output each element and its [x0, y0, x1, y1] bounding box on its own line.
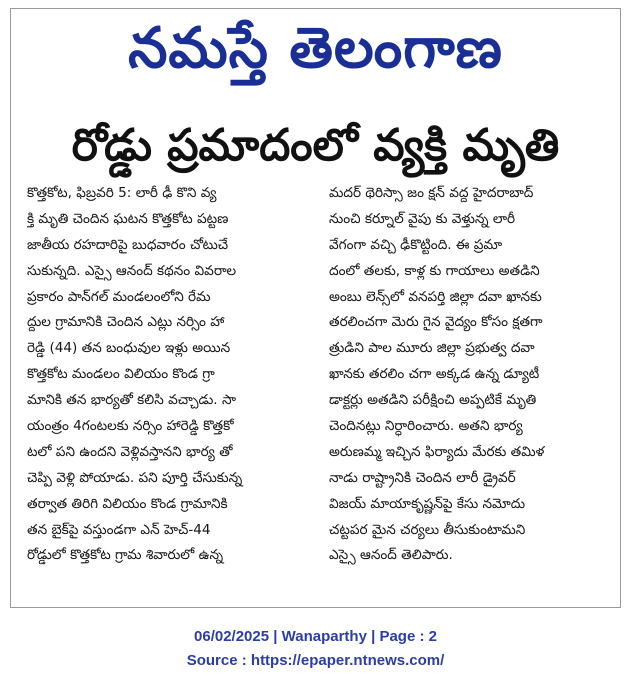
article-line: రోడ్డులో కొత్తకోట గ్రామ శివారులో ఉన్న: [27, 547, 224, 564]
article-line: కొత్తకోట మండలం విలియం కొండ గ్రా: [27, 366, 215, 383]
article-line: విజయ్ మాయాకృష్ణన్‌పై కేసు నమోదు: [329, 495, 526, 512]
article-line: సుకున్నది. ఎస్సై ఆనంద్ కథనం వివరాల: [27, 262, 237, 279]
article-line: చట్టపర మైన చర్యలు తీసుకుంటామని: [329, 521, 526, 538]
article-line: మదర్ థెరిస్సా జం క్షన్ వద్ద హైదరాబాద్: [329, 185, 534, 201]
publication-date-line: 06/02/2025 | Wanaparthy | Page : 2: [194, 628, 437, 645]
article-line: దంలో తలకు, కాళ్ల కు గాయాలు అతడిని: [329, 262, 540, 279]
article-line: అంబు లెన్స్‌లో వనపర్తి జిల్లా దవా ఖానకు: [329, 288, 542, 305]
article-line: తరలించగా మెరు గైన వైద్యం కోసం క్షతగా: [329, 314, 543, 331]
article-line: కొత్తకోట, ఫిబ్రవరి 5: లారీ ఢీ కొని వ్య: [27, 185, 217, 201]
article-column-right: [329, 181, 599, 569]
article-line: నాడు రాష్ట్రానికి చెందిన లారీ డ్రైవర్: [329, 469, 516, 486]
article-line: వేగంగా వచ్చి ఢీకొట్టింది. ఈ ప్రమా: [329, 236, 503, 253]
article-line: రెడ్డి (44) తన బంధువుల ఇళ్లు అయిన: [27, 340, 231, 357]
article-line: నుంచి కర్నూల్ వైపు కు వెళ్తున్న లారీ: [329, 210, 516, 227]
article-line: ఖానకు తరలిం చగా అక్కడ ఉన్న డ్యూటీ: [329, 366, 540, 383]
source-url-line: Source : https://epaper.ntnews.com/: [186, 652, 445, 669]
article-line: చెప్పి వెళ్లి పోయాడు. పని పూర్తి చేసుకున్న: [27, 469, 243, 486]
article-line: జాతీయ రహదారిపై బుధవారం చోటుచే: [27, 236, 229, 253]
article-line: క్తి మృతి చెందిన ఘటన కొత్తకోట పట్టణ: [27, 210, 229, 227]
article-line: అరుణమ్మ ఇచ్చిన ఫిర్యాదు మేరకు తమిళ: [329, 443, 545, 460]
article-line: ఎస్సై ఆనంద్ తెలిపారు.: [329, 547, 453, 564]
newspaper-masthead: నమస్తే తెలంగాణ: [128, 16, 503, 81]
article-line: యంత్రం 4గంటలకు నర్సిం హారెడ్డి కొత్తకో: [27, 418, 234, 435]
article-headline: రోడ్డు ప్రమాదంలో వ్యక్తి మృతి: [71, 120, 560, 171]
article-line: డాక్టర్లు అతడిని పరీక్షించి అప్పటికే మృతి: [329, 392, 537, 409]
article-column-left: [27, 181, 297, 569]
article-line: తన బైక్‌పై వస్తుండగా ఎన్ హెచ్-44: [27, 521, 211, 538]
article-line: ప్రకారం పాన్‌గల్ మండలంలోని రేమ: [27, 288, 211, 305]
article-line: టలో పని ఉందని వెళ్లివస్తానని భార్య తో: [27, 443, 233, 460]
newspaper-clipping: [10, 8, 621, 608]
article-line: తర్వాత తిరిగి విలియం కొండ గ్రామానికి: [27, 495, 228, 512]
article-line: ద్దుల గ్రామానికి చెందిన ఎట్లు నర్సిం హా: [27, 314, 225, 331]
article-line: త్రుడిని పాల మూరు జిల్లా ప్రభుత్వ దవా: [329, 340, 535, 357]
article-line: చెందినట్లు నిర్ధారించారు. అతని భార్య: [329, 418, 523, 435]
article-line: మానికి తన భార్యతో కలిసి వచ్చాడు. సా: [27, 392, 236, 409]
